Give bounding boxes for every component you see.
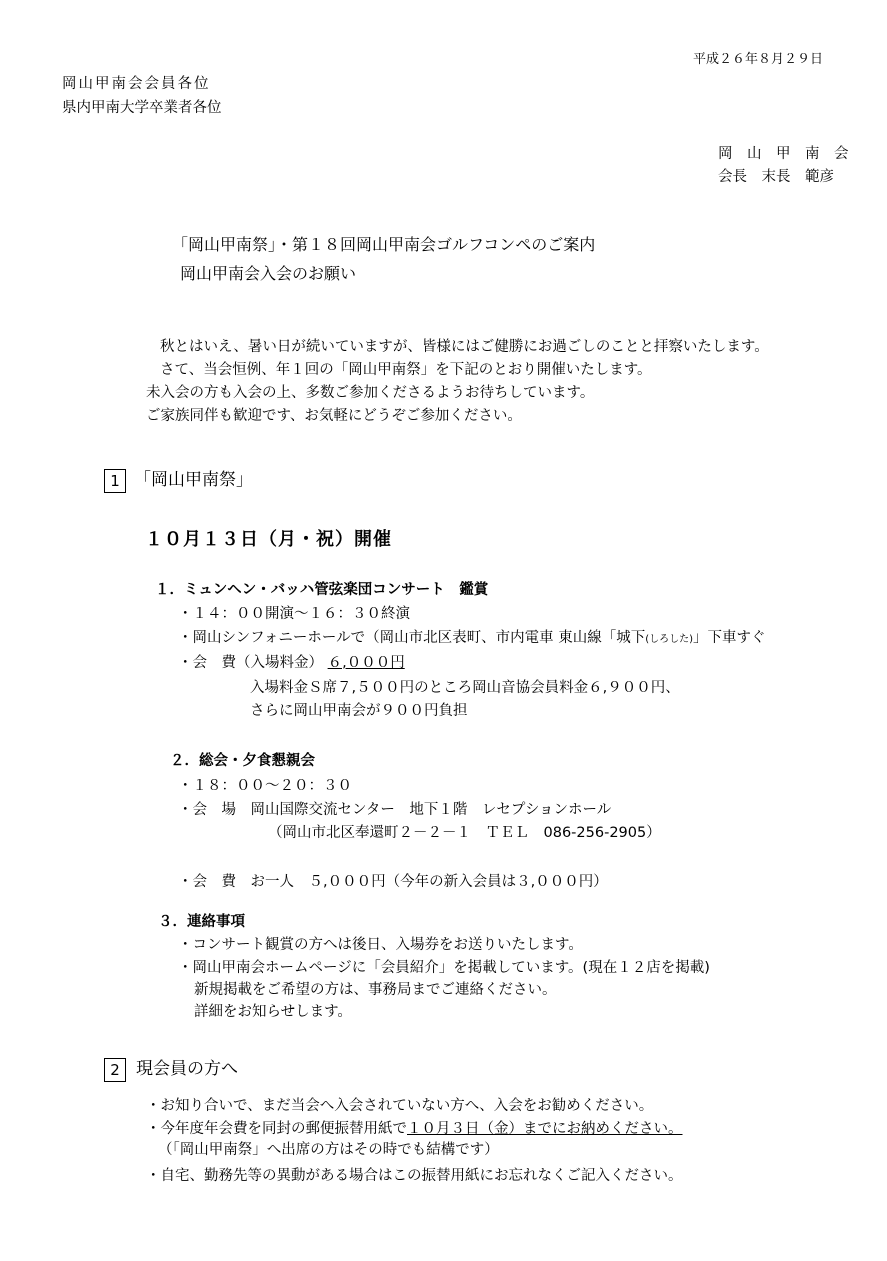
section-2-line-1: ・お知り合いで、まだ当会へ入会されていない方へ、入会をお勧めください。 — [146, 1098, 654, 1114]
item-1-venue-ruby: (しろした) — [645, 634, 694, 645]
item-3-line-1: ・コンサート観賞の方へは後日、入場券をお送りいたします。 — [178, 937, 583, 953]
item-3-line-3: 新規掲載をご希望の方は、事務局までご連絡ください。 — [194, 982, 557, 998]
item-3-line-4: 詳細をお知らせします。 — [194, 1004, 352, 1020]
section-2-title: 現会員の方へ — [136, 1059, 238, 1079]
item-1-heading: １．ミュンヘン・バッハ管弦楽団コンサート 鑑賞 — [155, 582, 489, 598]
item-2-fee: ・会 費 お一人 ５,０００円（今年の新入会員は３,０００円） — [178, 874, 608, 890]
section-2-number-box: 2 — [104, 1058, 126, 1082]
section-2-line-2 — [146, 1121, 683, 1138]
item-1-fee-label: ・会 費（入場料金） — [178, 655, 323, 671]
sender-name: 会長 末長 範彦 — [718, 169, 834, 185]
section-1-title: 「岡山甲南祭」 — [134, 470, 253, 490]
event-date: １０月１３日（月・祝）開催 — [145, 529, 392, 550]
item-1-fee-value: ６,０００円 — [327, 655, 405, 671]
item-1-time: ・１４：００開演～１６：３０終演 — [178, 606, 410, 622]
item-1-note-1: 入場料金Ｓ席７,５００円のところ岡山音協会員料金６,９００円、 — [250, 680, 680, 696]
section-2-line-4: ・自宅、勤務先等の異動がある場合はこの振替用紙にお忘れなくご記入ください。 — [146, 1168, 683, 1184]
item-1-venue — [178, 630, 766, 647]
payment-deadline: １０月３日（金）までにお納めください。 — [407, 1121, 683, 1137]
document-title-2: 岡山甲南会入会のお願い — [180, 264, 357, 283]
sender-org: 岡 山 甲 南 会 — [718, 146, 849, 162]
item-3-heading: ３．連絡事項 — [158, 914, 245, 930]
item-2-venue: ・会 場 岡山国際交流センター 地下１階 レセプションホール — [178, 802, 612, 818]
document-title-1: 「岡山甲南祭」・第１８回岡山甲南会ゴルフコンペのご案内 — [172, 235, 596, 254]
item-2-heading: ２．総会・夕食懇親会 — [170, 753, 315, 769]
section-2-line-3: （「岡山甲南祭」へ出席の方はその時でも結構です） — [158, 1142, 499, 1158]
intro-line-2: さて、当会恒例、年１回の「岡山甲南祭」を下記のとおり開催いたします。 — [160, 362, 652, 378]
item-3-line-2: ・岡山甲南会ホームページに「会員紹介」を掲載しています。(現在１２店を掲載) — [178, 960, 710, 976]
section-1-number-box: 1 — [104, 469, 126, 493]
recipient-line-2: 県内甲南大学卒業者各位 — [62, 100, 222, 116]
intro-line-4: ご家族同伴も歓迎です、お気軽にどうぞご参加ください。 — [146, 408, 522, 424]
section-2-line-2-text: ・今年度年会費を同封の郵便振替用紙で — [146, 1121, 407, 1137]
item-2-address: （岡山市北区奉還町２－２－１ ＴＥＬ 086-256-2905） — [268, 825, 661, 841]
item-1-note-2: さらに岡山甲南会が９００円負担 — [250, 703, 468, 719]
recipient-line-1: 岡山甲南会会員各位 — [62, 76, 211, 92]
item-1-venue-text: ・岡山シンフォニーホールで（岡山市北区表町、市内電車 東山線「城下 — [178, 630, 646, 646]
item-2-time: ・１８：００～２０：３０ — [178, 778, 352, 794]
document-date: 平成２６年８月２９日 — [693, 52, 824, 67]
item-1-fee — [178, 655, 405, 672]
intro-line-1: 秋とはいえ、暑い日が続いていますが、皆様にはご健勝にお過ごしのことと拝察いたします。 — [160, 339, 769, 355]
item-1-venue-end: 」下車すぐ — [693, 630, 766, 646]
intro-line-3: 未入会の方も入会の上、多数ご参加くださるようお待ちしています。 — [146, 385, 595, 401]
